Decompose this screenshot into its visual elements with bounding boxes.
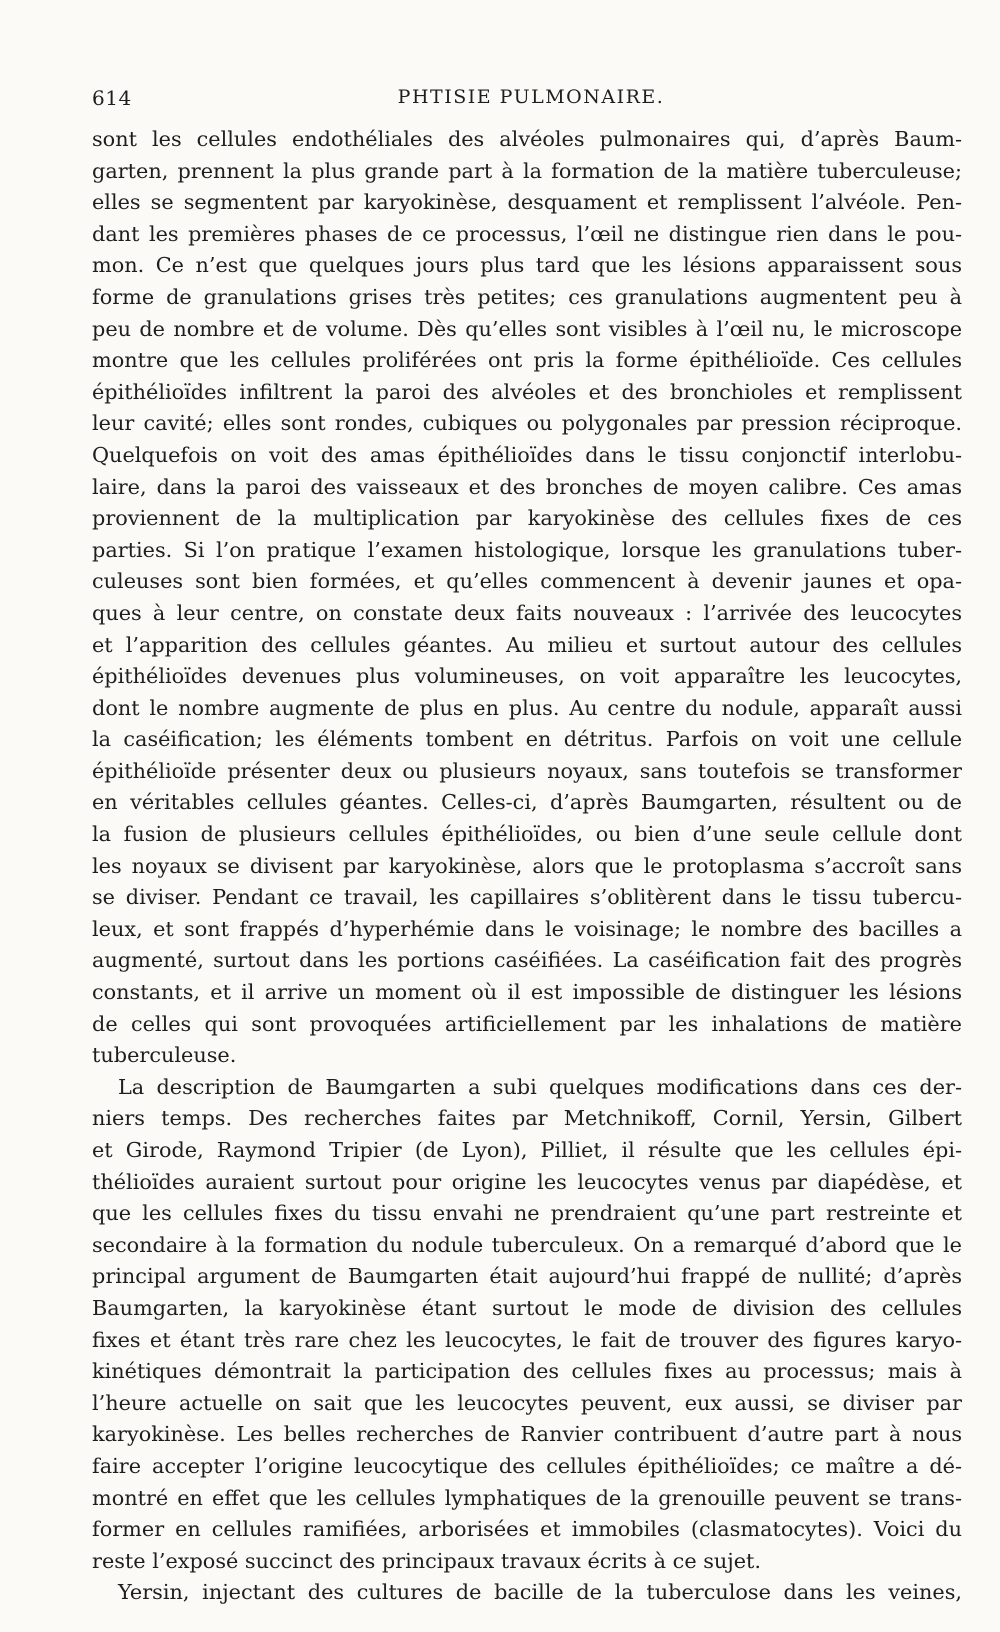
text-line: et Girode, Raymond Tripier (de Lyon), Pilliet, il résulte que les cellules épi- (92, 1138, 962, 1162)
text-line: leur cavité; elles sont rondes, cubiques ou polygonales par pression réciproque. (92, 411, 962, 436)
page-header-title: PHTISIE PULMONAIRE. (397, 86, 665, 108)
text-line: faire accepter l’origine leucocytique des cellules épithélioïdes; ce maître a dé- (92, 1453, 962, 1478)
text-line: constants, et il arrive un moment où il est impossible de distinguer les lésions (92, 980, 962, 1005)
text-line: reste l’exposé succinct des principaux travaux écrits à ce sujet. (92, 1548, 762, 1573)
text-line: se diviser. Pendant ce travail, les capillaires s’oblitèrent dans le tissu tubercu- (92, 885, 962, 910)
text-line: tuberculeuse. (92, 1043, 237, 1068)
text-line: principal argument de Baumgarten était aujourd’hui frappé de nullité; d’après (92, 1264, 962, 1289)
text-line: l’heure actuelle on sait que les leucocytes peuvent, eux aussi, se diviser par (92, 1390, 962, 1415)
text-line: épithélioïdes infiltrent la paroi des alvéoles et des bronchioles et remplissent (92, 379, 962, 404)
text-line: que les cellules fixes du tissu envahi ne prendraient qu’une part restreinte et (92, 1201, 962, 1226)
text-line: en véritables cellules géantes. Celles-ci, d’après Baumgarten, résultent ou de (92, 790, 962, 815)
text-line: parties. Si l’on pratique l’examen histologique, lorsque les granulations tuber- (92, 537, 962, 562)
text-line: ques à leur centre, on constate deux faits nouveaux : l’arrivée des leucocytes (92, 600, 962, 625)
text-line: les noyaux se divisent par karyokinèse, alors que le protoplasma s’accroît sans (92, 853, 962, 878)
text-line: elles se segmentent par karyokinèse, desquament et remplissent l’alvéole. Pen- (92, 190, 962, 215)
text-line: mon. Ce n’est que quelques jours plus tard que les lésions apparaissent sous (92, 253, 962, 278)
text-line: kinétiques démontrait la participation des cellules fixes au processus; mais à (92, 1359, 962, 1384)
text-line: thélioïdes auraient surtout pour origine les leucocytes venus par diapédèse, et (92, 1169, 962, 1194)
text-line: Baumgarten, la karyokinèse étant surtout le mode de division des cellules (92, 1295, 962, 1320)
text-line: de celles qui sont provoquées artificiellement par les inhalations de matière (92, 1011, 962, 1036)
text-line: la caséification; les éléments tombent en détritus. Parfois on voit une cellule (92, 727, 962, 752)
text-line: dont le nombre augmente de plus en plus. Au centre du nodule, apparaît aussi (92, 695, 962, 720)
text-line: culeuses sont bien formées, et qu’elles commencent à devenir jaunes et opa- (92, 569, 962, 594)
text-line: montré en effet que les cellules lymphatiques de la grenouille peuvent se trans- (92, 1485, 962, 1510)
text-line: leux, et sont frappés d’hyperhémie dans le voisinage; le nombre des bacilles a (92, 916, 962, 941)
text-line: Quelquefois on voit des amas épithélioïdes dans le tissu conjonctif interlobu- (92, 442, 962, 467)
text-line: la fusion de plusieurs cellules épithélioïdes, ou bien d’une seule cellule dont (92, 822, 962, 847)
text-line: et l’apparition des cellules géantes. Au milieu et surtout autour des cellules (92, 632, 962, 657)
text-line: fixes et étant très rare chez les leucocytes, le fait de trouver des figures karyo- (92, 1327, 962, 1352)
text-line: sont les cellules endothéliales des alvéoles pulmonaires qui, d’après Baum- (92, 127, 962, 151)
text-line: peu de nombre et de volume. Dès qu’elles sont visibles à l’œil nu, le microscope (92, 316, 962, 341)
text-line: garten, prennent la plus grande part à la formation de la matière tuberculeuse; (92, 158, 962, 183)
running-head (92, 86, 930, 116)
text-line: niers temps. Des recherches faites par Metchnikoff, Cornil, Yersin, Gilbert (92, 1106, 962, 1131)
text-line: forme de granulations grises très petites; ces granulations augmentent peu à (92, 284, 962, 309)
text-line: proviennent de la multiplication par karyokinèse des cellules fixes de ces (92, 506, 962, 531)
text-line: La description de Baumgarten a subi quelques modifications dans ces der- (118, 1074, 962, 1099)
text-line: épithélioïde présenter deux ou plusieurs noyaux, sans toutefois se transformer (92, 758, 962, 783)
text-line: augmenté, surtout dans les portions caséifiées. La caséification fait des progrès (92, 948, 962, 973)
body-text (92, 124, 962, 1609)
text-line: former en cellules ramifiées, arborisées et immobiles (clasmatocytes). Voici du (92, 1517, 962, 1542)
text-line: dant les premières phases de ce processus, l’œil ne distingue rien dans le pou- (92, 221, 962, 246)
text-line: karyokinèse. Les belles recherches de Ranvier contribuent d’autre part à nous (92, 1422, 962, 1447)
text-line: laire, dans la paroi des vaisseaux et des bronches de moyen calibre. Ces amas (92, 474, 962, 499)
text-line: Yersin, injectant des cultures de bacille de la tuberculose dans les veines, (118, 1580, 962, 1605)
text-line: épithélioïdes devenues plus volumineuses, on voit apparaître les leucocytes, (92, 664, 962, 689)
text-line: secondaire à la formation du nodule tuberculeux. On a remarqué d’abord que le (92, 1232, 962, 1257)
page-number: 614 (92, 86, 132, 110)
text-line: montre que les cellules proliférées ont pris la forme épithélioïde. Ces cellules (92, 348, 962, 373)
